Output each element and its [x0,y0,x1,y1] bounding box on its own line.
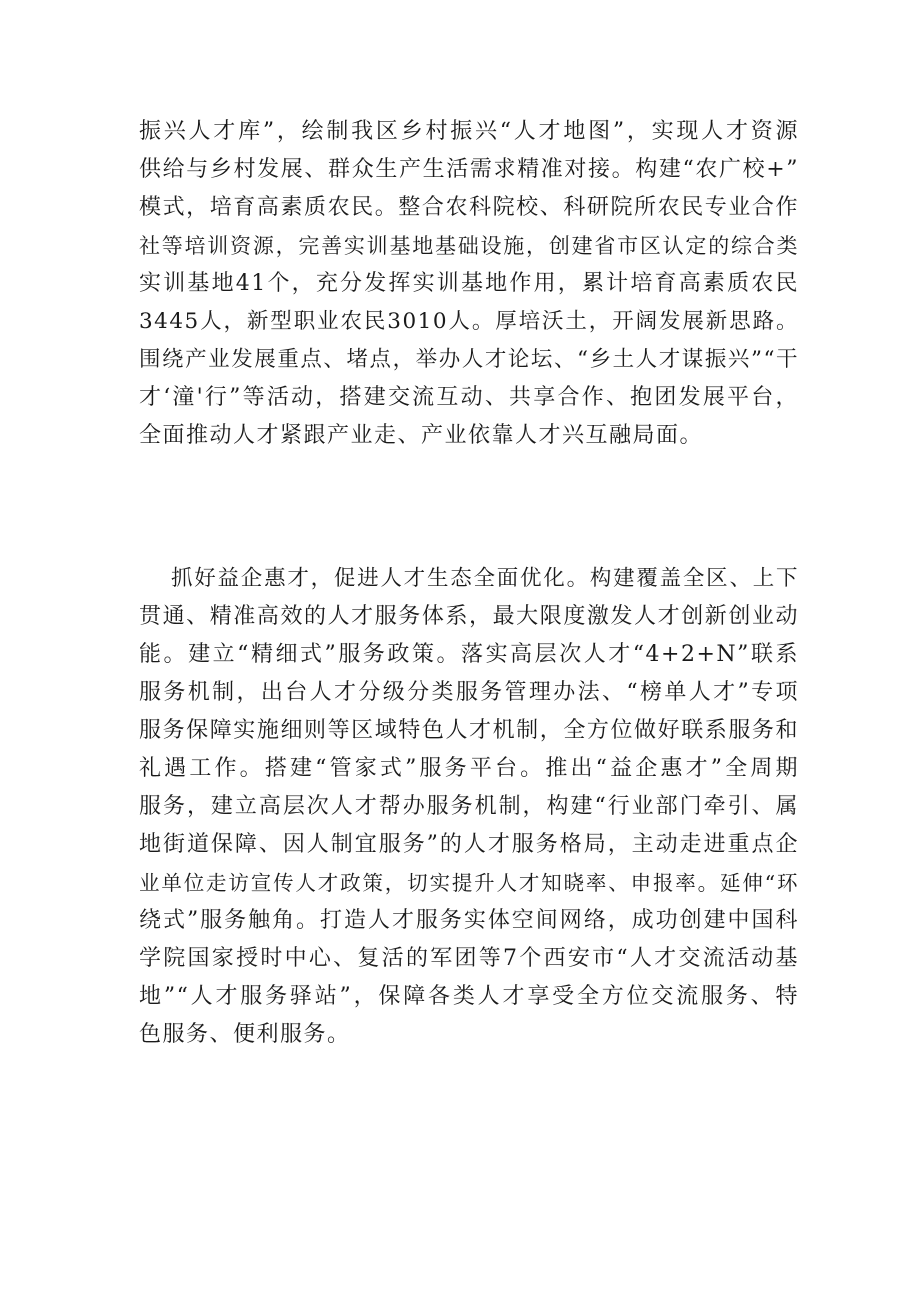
paragraph-line: 供给与乡村发展、群众生产生活需求精准对接。构建“农广校+” [139,157,799,182]
paragraph-line: 社等培训资源，完善实训基地基础设施，创建省市区认定的综合类 [139,234,799,258]
paragraph-line: 服务机制，出台人才分级分类服务管理办法、“榜单人才”专项 [139,680,799,705]
paragraph-talent-services [139,560,799,1054]
paragraph-line: 能。建立“精细式”服务政策。落实高层次人才“4+2+N”联系 [139,642,799,667]
paragraph-line: 地街道保障、因人制宜服务”的人才服务格局，主动走进重点企 [139,832,799,857]
paragraph-talent-pool [139,113,799,455]
paragraph-line: 绕式”服务触角。打造人才服务实体空间网络，成功创建中国科 [139,908,799,933]
paragraph-line: 服务，建立高层次人才帮办服务机制，构建“行业部门牵引、属 [139,794,799,819]
paragraph-line: 色服务、便利服务。 [139,1022,351,1047]
paragraph-line: 抓好益企惠才，促进人才生态全面优化。构建覆盖全区、上下 [171,566,799,591]
paragraph-line: 服务保障实施细则等区域特色人才机制，全方位做好联系服务和 [139,718,799,743]
paragraph-line: 贯通、精准高效的人才服务体系，最大限度激发人才创新创业动 [139,604,799,629]
paragraph-line: 模式，培育高素质农民。整合农科院校、科研院所农民专业合作 [139,195,799,220]
paragraph-line: 礼遇工作。搭建“管家式”服务平台。推出“益企惠才”全周期 [139,756,799,781]
paragraph-line: 3445人，新型职业农民3010人。厚培沃土，开阔发展新思路。 [139,309,799,334]
paragraph-line: 实训基地41个，充分发挥实训基地作用，累计培育高素质农民 [139,271,799,296]
paragraph-line: 地”“人才服务驿站”，保障各类人才享受全方位交流服务、特 [139,984,799,1009]
paragraph-line: 学院国家授时中心、复活的军团等7个西安市“人才交流活动基 [139,946,799,971]
paragraph-line: 振兴人才库”，绘制我区乡村振兴“人才地图”，实现人才资源 [139,119,799,144]
paragraph-line: 才‘潼'行”等活动，搭建交流互动、共享合作、抱团发展平台， [139,385,799,410]
paragraph-line: 业单位走访宣传人才政策，切实提升人才知晓率、申报率。延伸“环 [139,871,799,895]
paragraph-line: 全面推动人才紧跟产业走、产业依靠人才兴互融局面。 [139,423,704,448]
paragraph-line: 围绕产业发展重点、堵点，举办人才论坛、“乡土人才谋振兴”“干 [139,347,799,372]
